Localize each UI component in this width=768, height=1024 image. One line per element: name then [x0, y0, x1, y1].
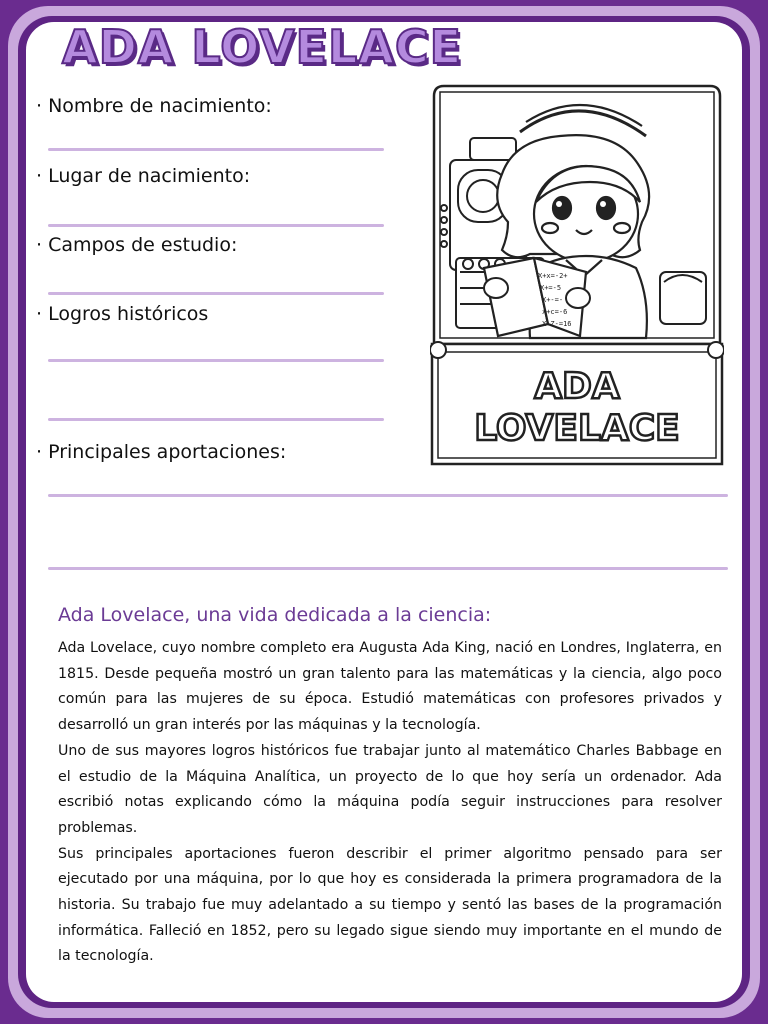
answer-line-lugar[interactable] [48, 224, 384, 227]
book-drawing [484, 258, 590, 336]
answer-line-aportaciones-2[interactable] [48, 567, 728, 570]
answer-line-campos[interactable] [48, 292, 384, 295]
book-line-5: X+Z-=16 [542, 320, 572, 328]
biography-paragraph-3: Sus principales aportaciones fueron describir el primer algoritmo pensado para ser ejecutado por una máquina, por lo que hoy es considerada la primera programadora de la historia. Su trabajo fue muy adelantado a su tiempo y sentó las bases de la programación informática. Falleció en 1852, pero su legado sigue siendo muy importante en el mundo de la tecnología. [58, 845, 722, 965]
answer-line-logros-1[interactable] [48, 359, 384, 362]
section-heading: Ada Lovelace, una vida dedicada a la ciencia: [58, 604, 492, 626]
book-line-3: X+-=- [542, 296, 564, 304]
page-title: ADA LOVELACE [62, 20, 463, 74]
coloring-card [430, 82, 724, 466]
book-line-2: X+=-5 [540, 284, 562, 292]
biography-text [58, 636, 722, 970]
biography-paragraph-1: Ada Lovelace, cuyo nombre completo era Augusta Ada King, nació en Londres, Inglaterra, en 1815. Desde pequeña mostró un gran talento para las matemáticas y la ciencia, algo poco común para las mujeres de su época. Estudió matemáticas con profesores privados y desarrolló un gran interés por las máquinas y la tecnología. [58, 640, 722, 734]
answer-line-nombre[interactable] [48, 148, 384, 151]
biography-paragraph-2: Uno de sus mayores logros históricos fue trabajar junto al matemático Charles Babbage en el estudio de la Máquina Analítica, un proyecto de lo que hoy sería un ordenador. Ada escribió notas explicando cómo la máquina podía seguir instrucciones para resolver problemas. [58, 742, 722, 836]
book-line-1: X+x=-2+ [538, 272, 568, 280]
answer-line-logros-2[interactable] [48, 418, 384, 421]
field-nombre-label: · Nombre de nacimiento: [36, 95, 272, 117]
field-campos-label: · Campos de estudio: [36, 234, 238, 256]
answer-line-aportaciones-1[interactable] [48, 494, 728, 497]
book-line-4: x+c=-6 [542, 308, 568, 316]
field-logros-label: · Logros históricos [36, 303, 209, 325]
field-lugar-label: · Lugar de nacimiento: [36, 165, 251, 187]
banner-name-line-1: ADA [534, 366, 620, 407]
banner-name-line-2: LOVELACE [474, 408, 680, 449]
field-aportaciones-label: · Principales aportaciones: [36, 441, 287, 463]
name-banner [430, 342, 724, 464]
